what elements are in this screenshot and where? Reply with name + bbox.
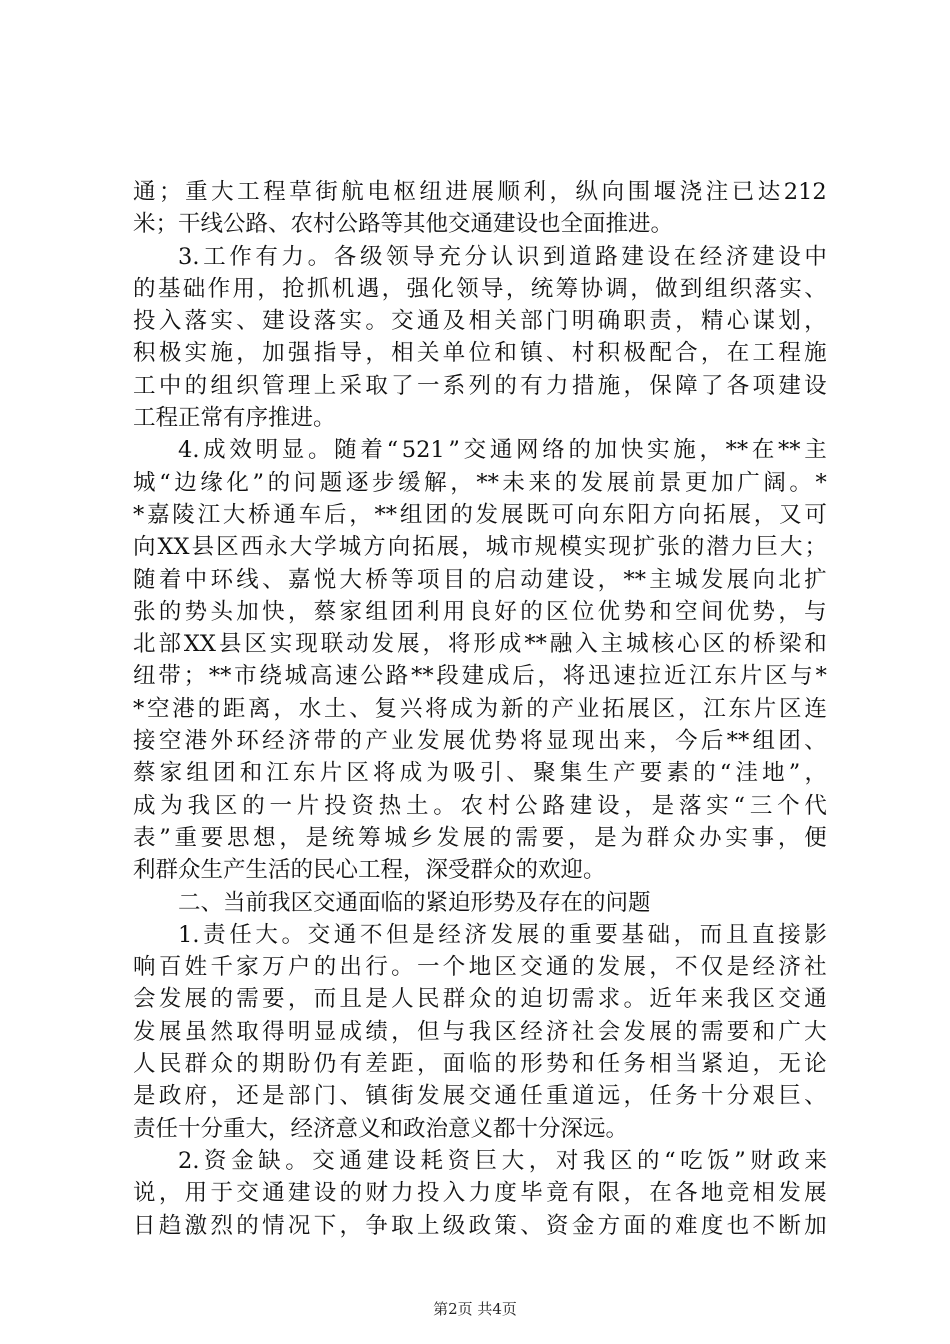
text-line: 响 百 姓 千 家 万 户 的 出 行 。 一 个 地 区 交 通 的 发 展 ， 不 仅 是 经 济 社 [133,954,827,981]
text-line: 接 空 港 外 环 经 济 带 的 产 业 发 展 优 势 将 显 现 出 来 ， 今 后 ** 组 团 、 [133,728,827,755]
text-line: 随 着 中 环 线 、 嘉 悦 大 桥 等 项 目 的 启 动 建 设 ， ** 主 城 发 展 向 北 扩 [133,566,827,593]
text-line: 二、当前我区交通面临的紧迫形势及存在的问题 [178,889,651,916]
text-line: 的 基 础 作 用 ， 抢 抓 机 遇 ， 强 化 领 导 ， 统 筹 协 调 ， 做 到 组 织 落 实 、 [133,275,827,302]
text-line: * 嘉 陵 江 大 桥 通 车 后 ， ** 组 团 的 发 展 既 可 向 东 阳 方 向 拓 展 ， 又 可 [133,501,827,528]
text-line: 投 入 落 实 、 建 设 落 实 。 交 通 及 相 关 部 门 明 确 职 责 ， 精 心 谋 划 ， [133,308,827,335]
text-line: 日 趋 激 烈 的 情 况 下 ， 争 取 上 级 政 策 、 资 金 方 面 的 难 度 也 不 断 加 [133,1212,827,1239]
text-line: 米；干线公路、农村公路等其他交通建设也全面推进。 [133,211,674,238]
text-line: 是 政 府 ， 还 是 部 门 、 镇 街 发 展 交 通 任 重 道 远 ， 任 务 十 分 艰 巨 、 [133,1083,827,1110]
text-line: 责任十分重大，经济意义和政治意义都十分深远。 [133,1115,629,1142]
text-line: 城 “ 边 缘 化 ” 的 问 题 逐 步 缓 解 ， ** 未 来 的 发 展 前 景 更 加 广 阔 。 * [133,469,827,496]
text-line: 4. 成 效 明 显 。 随 着 “ 521 ” 交 通 网 络 的 加 快 实 施 ， ** 在 ** 主 [178,437,827,464]
text-line: 人 民 群 众 的 期 盼 仍 有 差 距 ， 面 临 的 形 势 和 任 务 相 当 紧 迫 ， 无 论 [133,1051,827,1078]
document-body [133,176,827,1242]
text-line: * 空 港 的 距 离 ， 水 土 、 复 兴 将 成 为 新 的 产 业 拓 展 区 ， 江 东 片 区 连 [133,695,827,722]
text-line: 会 发 展 的 需 要 ， 而 且 是 人 民 群 众 的 迫 切 需 求 。 近 年 来 我 区 交 通 [133,986,827,1013]
text-line: 向 XX 县 区 西 永 大 学 城 方 向 拓 展 ， 城 市 规 模 实 现 扩 张 的 潜 力 巨 大 ； [133,534,827,561]
text-line: 积 极 实 施 ， 加 强 指 导 ， 相 关 单 位 和 镇 、 村 积 极 配 合 ， 在 工 程 施 [133,340,827,367]
text-line: 表 ” 重 要 思 想 ， 是 统 筹 城 乡 发 展 的 需 要 ， 是 为 群 众 办 实 事 ， 便 [133,824,827,851]
text-line: 说 ， 用 于 交 通 建 设 的 财 力 投 入 力 度 毕 竟 有 限 ， 在 各 地 竞 相 发 展 [133,1180,827,1207]
text-line: 工 中 的 组 织 管 理 上 采 取 了 一 系 列 的 有 力 措 施 ， 保 障 了 各 项 建 设 [133,372,827,399]
text-line: 1. 责 任 大 。 交 通 不 但 是 经 济 发 展 的 重 要 基 础 ， 而 且 直 接 影 [178,921,827,948]
text-line: 张 的 势 头 加 快 ， 蔡 家 组 团 利 用 良 好 的 区 位 优 势 和 空 间 优 势 ， 与 [133,598,827,625]
text-line: 利群众生产生活的民心工程，深受群众的欢迎。 [133,857,606,884]
text-line: 纽 带 ； ** 市 绕 城 高 速 公 路 ** 段 建 成 后 ， 将 迅 速 拉 近 江 东 片 区 与 * [133,663,827,690]
text-line: 2. 资 金 缺 。 交 通 建 设 耗 资 巨 大 ， 对 我 区 的 “ 吃 饭 ” 财 政 来 [178,1147,827,1174]
text-line: 北 部 XX 县 区 实 现 联 动 发 展 ， 将 形 成 ** 融 入 主 城 核 心 区 的 桥 梁 和 [133,631,827,658]
text-line: 蔡 家 组 团 和 江 东 片 区 将 成 为 吸 引 、 聚 集 生 产 要 素 的 “ 洼 地 ” ， [133,760,827,787]
text-line: 成 为 我 区 的 一 片 投 资 热 土 。 农 村 公 路 建 设 ， 是 落 实 “ 三 个 代 [133,792,827,819]
text-line: 发 展 虽 然 取 得 明 显 成 绩 ， 但 与 我 区 经 济 社 会 发 展 的 需 要 和 广 大 [133,1018,827,1045]
page-number-footer: 第2页 共4页 [433,1300,517,1318]
text-line: 工程正常有序推进。 [133,405,336,432]
text-line: 3. 工 作 有 力 。 各 级 领 导 充 分 认 识 到 道 路 建 设 在 经 济 建 设 中 [178,243,827,270]
text-line: 通 ； 重 大 工 程 草 街 航 电 枢 纽 进 展 顺 利 ， 纵 向 围 堰 浇 注 已 达 212 [133,179,827,205]
